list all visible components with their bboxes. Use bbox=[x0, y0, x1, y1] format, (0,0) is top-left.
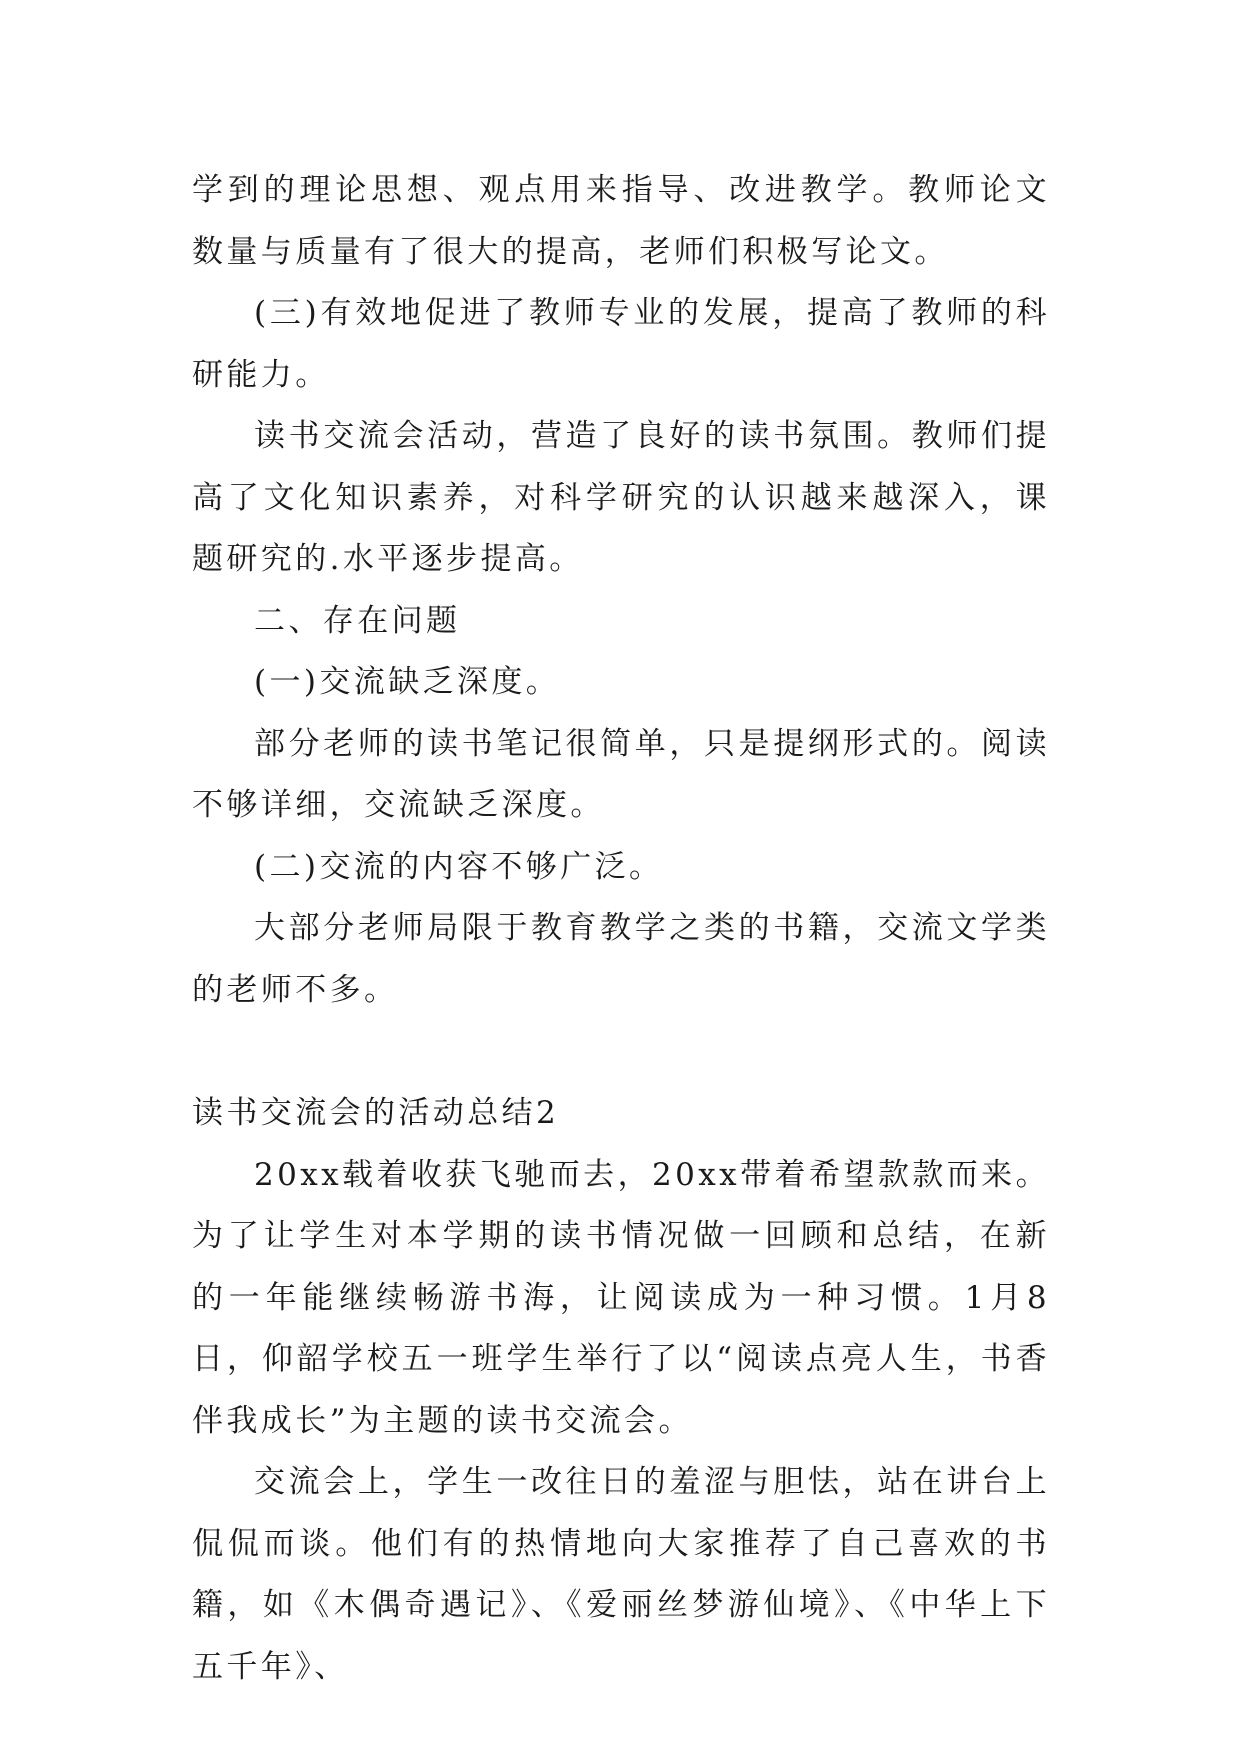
paragraph-text: 20xx载着收获飞驰而去，20xx带着希望款款而来。为了让学生对本学期的读书情况做一回顾和总结，在新的一年能继续畅游书海，让阅读成为一种习惯。1月8日，仰韶学校五一班学生举行了以“阅读点亮人生，书香伴我成长”为主题的读书交流会。 bbox=[192, 1156, 1050, 1439]
section-heading: 二、存在问题 bbox=[254, 602, 461, 639]
paragraph-text: 交流会上，学生一改往日的羞涩与胆怯，站在讲台上侃侃而谈。他们有的热情地向大家推荐了自己喜欢的书籍，如《木偶奇遇记》、《爱丽丝梦游仙境》、《中华上下五千年》、 bbox=[192, 1464, 1050, 1685]
paragraph-text: 学到的理论思想、观点用来指导、改进教学。教师论文数量与质量有了很大的提高，老师们积极写论文。 bbox=[192, 172, 1050, 270]
paragraph-text: 大部分老师局限于教育教学之类的书籍，交流文学类的老师不多。 bbox=[192, 910, 1050, 1008]
subsection-heading: (二)交流的内容不够广泛。 bbox=[254, 848, 664, 885]
section-spacer bbox=[192, 1021, 1050, 1083]
subsection-heading: (一)交流缺乏深度。 bbox=[254, 664, 561, 700]
document-body bbox=[192, 160, 1050, 1698]
paragraph-text: (三)有效地促进了教师专业的发展，提高了教师的科研能力。 bbox=[192, 295, 1050, 393]
paragraph-text: 读书交流会活动，营造了良好的读书氛围。教师们提高了文化知识素养，对科学研究的认识越来越深入，课题研究的.水平逐步提高。 bbox=[192, 418, 1050, 577]
document-section-title: 读书交流会的活动总结2 bbox=[192, 1095, 560, 1131]
paragraph-text: 部分老师的读书笔记很简单，只是提纲形式的。阅读不够详细，交流缺乏深度。 bbox=[192, 725, 1050, 823]
